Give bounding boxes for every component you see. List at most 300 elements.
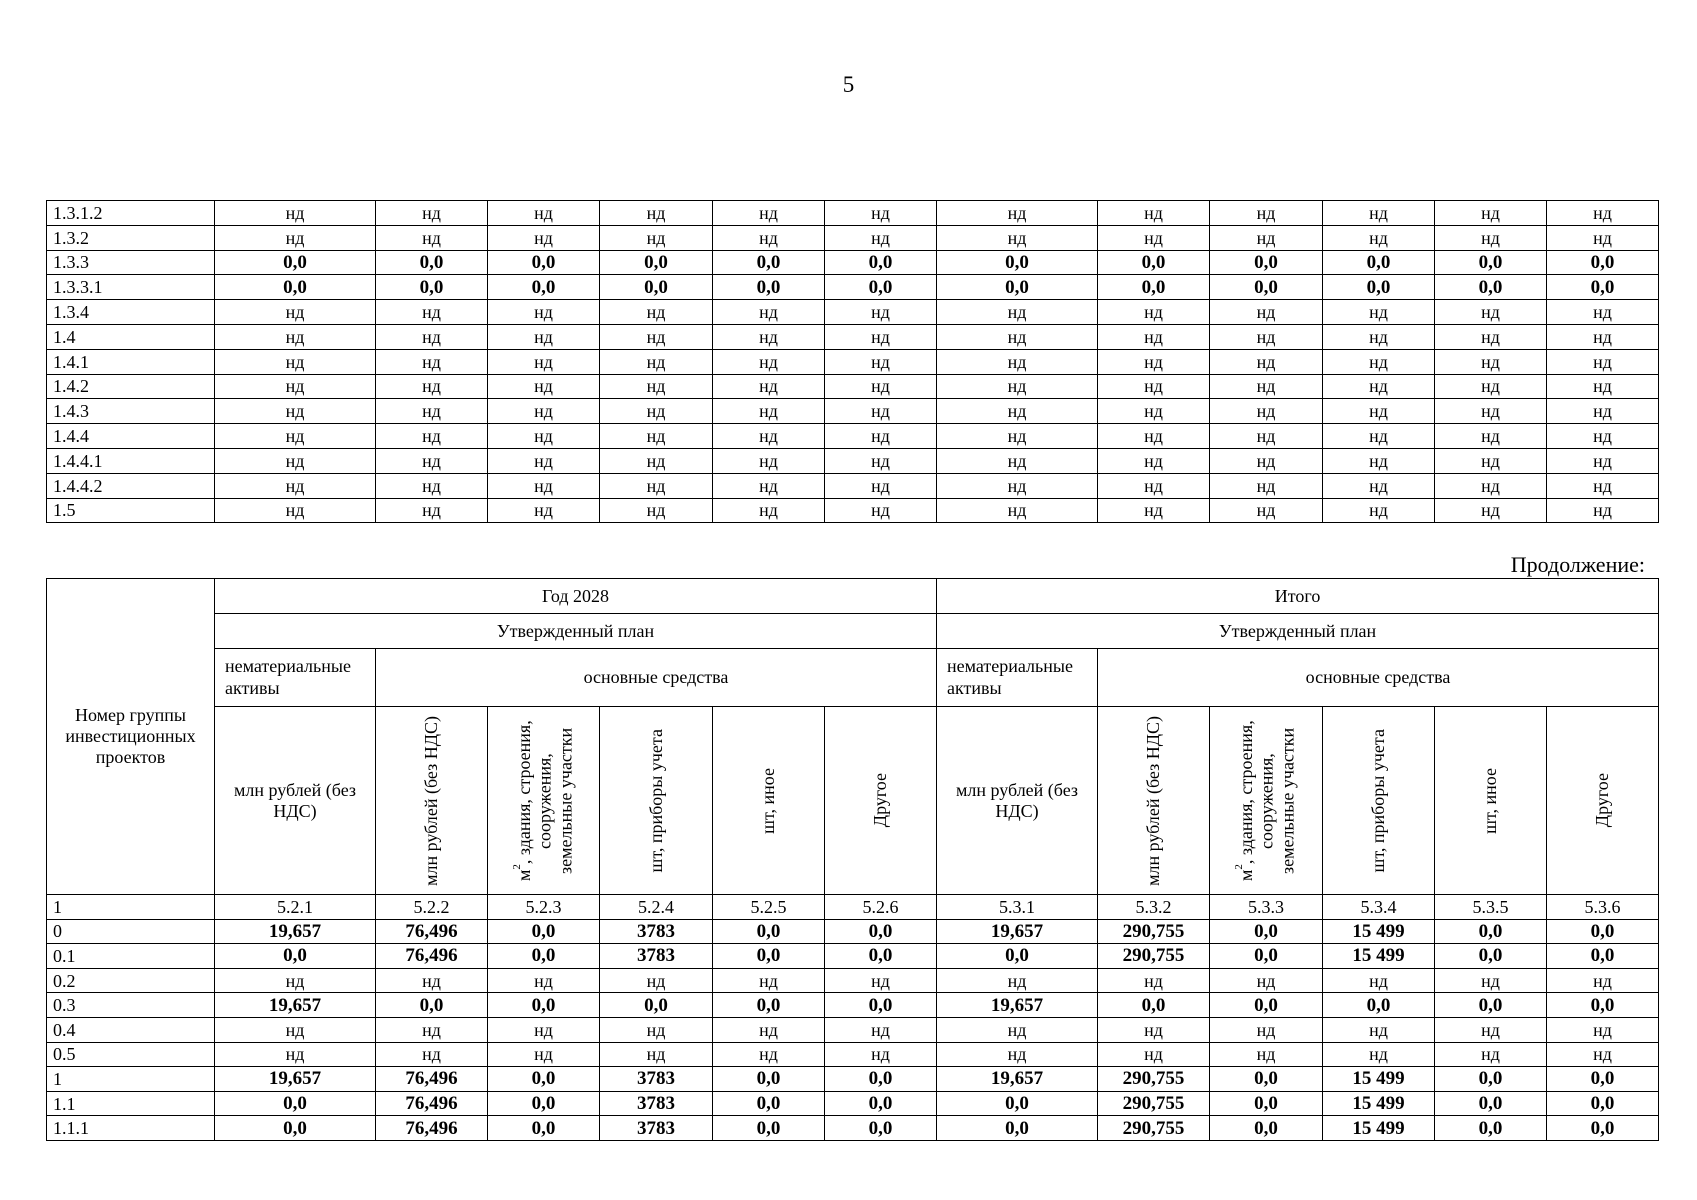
header-intangible-right: нематериальные активы: [937, 649, 1098, 707]
table-cell: нд: [1210, 968, 1323, 993]
table-cell: нд: [937, 399, 1098, 424]
table-cell: 0,0: [1435, 993, 1547, 1018]
table-cell: нд: [215, 1042, 376, 1067]
table-cell: нд: [1323, 324, 1435, 349]
table-cell: нд: [713, 399, 825, 424]
table-cell: нд: [1323, 968, 1435, 993]
table-cell: нд: [825, 1017, 937, 1042]
table-cell: нд: [1210, 324, 1323, 349]
table-cell: нд: [488, 473, 600, 498]
table-cell: 0,0: [1098, 275, 1210, 300]
table-cell: нд: [376, 424, 488, 449]
table-cell: нд: [825, 968, 937, 993]
table-cell: нд: [600, 300, 713, 325]
table-cell: нд: [215, 448, 376, 473]
table-cell: нд: [600, 448, 713, 473]
table-cell: нд: [937, 374, 1098, 399]
table-cell: нд: [600, 1042, 713, 1067]
table-cell: 0,0: [1210, 275, 1323, 300]
table-cell: нд: [1435, 225, 1547, 250]
row-id-cell: 1.4.4.2: [47, 473, 215, 498]
row-id-cell: 1.5: [47, 498, 215, 523]
table-cell: 0,0: [713, 1091, 825, 1116]
table-cell: нд: [600, 424, 713, 449]
table-cell: нд: [1323, 1042, 1435, 1067]
table-cell: нд: [825, 201, 937, 226]
table-cell: нд: [1210, 1042, 1323, 1067]
table-cell: 15 499: [1323, 1091, 1435, 1116]
table-cell: 0,0: [825, 1091, 937, 1116]
table-cell: нд: [1210, 349, 1323, 374]
header-row-year: [47, 579, 1659, 614]
table-cell: нд: [1547, 424, 1659, 449]
table-cell: 15 499: [1323, 1116, 1435, 1141]
table-cell: нд: [1323, 300, 1435, 325]
table-cell: нд: [713, 324, 825, 349]
table-cell: 0,0: [215, 1091, 376, 1116]
table-cell: 0,0: [937, 1116, 1098, 1141]
table-cell: 0,0: [825, 1067, 937, 1092]
table-cell: нд: [713, 968, 825, 993]
table-cell: нд: [713, 424, 825, 449]
page-number: 5: [842, 72, 855, 97]
table-cell: 0,0: [1547, 250, 1659, 275]
table-row: [47, 1017, 1659, 1042]
header-total: Итого: [937, 579, 1659, 614]
table-cell: нд: [1435, 349, 1547, 374]
table-cell: 290,755: [1098, 1116, 1210, 1141]
table-cell: нд: [825, 374, 937, 399]
table-cell: нд: [1098, 968, 1210, 993]
table-cell: нд: [1098, 448, 1210, 473]
table-cell: нд: [376, 1017, 488, 1042]
table-cell: нд: [1098, 424, 1210, 449]
table-cell: нд: [488, 1017, 600, 1042]
table-cell: 0,0: [215, 275, 376, 300]
table-cell: 0,0: [713, 1067, 825, 1092]
table-cell: нд: [1435, 1017, 1547, 1042]
table-cell: нд: [600, 968, 713, 993]
table-cell: нд: [825, 498, 937, 523]
table-cell: нд: [376, 349, 488, 374]
table-cell: 19,657: [937, 919, 1098, 944]
table-row: [47, 993, 1659, 1018]
column-code-cell: 5.3.3: [1210, 895, 1323, 920]
table-cell: нд: [713, 1042, 825, 1067]
table-cell: нд: [488, 225, 600, 250]
table-cell: 0,0: [1547, 944, 1659, 969]
table-cell: нд: [488, 498, 600, 523]
table-cell: нд: [1323, 473, 1435, 498]
table-cell: нд: [215, 349, 376, 374]
table-row: [47, 944, 1659, 969]
table-cell: нд: [1547, 448, 1659, 473]
table-row: [47, 201, 1659, 226]
table-cell: нд: [1547, 1042, 1659, 1067]
table-cell: 0,0: [1323, 993, 1435, 1018]
table-cell: 0,0: [488, 1091, 600, 1116]
table-cell: нд: [215, 498, 376, 523]
table-cell: нд: [1210, 201, 1323, 226]
table-cell: нд: [713, 374, 825, 399]
table-cell: 0,0: [713, 275, 825, 300]
table-cell: нд: [215, 374, 376, 399]
table-cell: нд: [1547, 201, 1659, 226]
table-cell: 0,0: [713, 944, 825, 969]
table-cell: нд: [215, 968, 376, 993]
table-cell: нд: [215, 424, 376, 449]
bottom-table-body: [47, 919, 1659, 1140]
table-cell: нд: [1098, 1042, 1210, 1067]
table-cell: нд: [1210, 399, 1323, 424]
table-cell: нд: [376, 225, 488, 250]
table-cell: 0,0: [1435, 944, 1547, 969]
row-id-cell: 1.3.1.2: [47, 201, 215, 226]
table-cell: нд: [1435, 399, 1547, 424]
table-cell: нд: [1210, 448, 1323, 473]
table-cell: 0,0: [825, 275, 937, 300]
table-cell: нд: [600, 374, 713, 399]
table-cell: 290,755: [1098, 1091, 1210, 1116]
header-group-number: Номер группы инвестиционных проектов: [47, 579, 215, 895]
table-cell: нд: [600, 399, 713, 424]
table-cell: нд: [376, 968, 488, 993]
table-cell: нд: [488, 399, 600, 424]
table-cell: нд: [1435, 968, 1547, 993]
table-cell: 0,0: [937, 250, 1098, 275]
table-cell: нд: [1098, 1017, 1210, 1042]
table-cell: нд: [825, 324, 937, 349]
table-cell: 0,0: [1323, 250, 1435, 275]
table-cell: нд: [937, 225, 1098, 250]
table-cell: нд: [600, 324, 713, 349]
table-cell: 0,0: [488, 1116, 600, 1141]
table-cell: 0,0: [1547, 275, 1659, 300]
table-cell: нд: [488, 349, 600, 374]
row-id-cell: 1.4.2: [47, 374, 215, 399]
table-cell: 15 499: [1323, 1067, 1435, 1092]
unit-meters-right: шт, приборы учета: [1323, 707, 1435, 895]
table-cell: 0,0: [825, 944, 937, 969]
table-cell: нд: [713, 448, 825, 473]
table-cell: нд: [1435, 448, 1547, 473]
header-fixed-right: основные средства: [1098, 649, 1659, 707]
row-id-cell: 1.3.3.1: [47, 275, 215, 300]
table-row: [47, 473, 1659, 498]
table-cell: нд: [376, 498, 488, 523]
table-cell: 3783: [600, 919, 713, 944]
table-cell: нд: [1547, 399, 1659, 424]
table-cell: 0,0: [600, 993, 713, 1018]
column-code-cell: 5.3.5: [1435, 895, 1547, 920]
unit-other-pcs-left: шт, иное: [713, 707, 825, 895]
row-id-cell: 1.4.4: [47, 424, 215, 449]
row-id-cell: 1.4.4.1: [47, 448, 215, 473]
table-cell: нд: [1098, 300, 1210, 325]
table-cell: 76,496: [376, 919, 488, 944]
table-cell: нд: [937, 349, 1098, 374]
table-cell: 0,0: [1435, 1091, 1547, 1116]
row-id-cell: 1.4.3: [47, 399, 215, 424]
table-cell: нд: [937, 1042, 1098, 1067]
table-cell: нд: [1547, 300, 1659, 325]
table-cell: нд: [713, 300, 825, 325]
table-cell: нд: [1098, 498, 1210, 523]
table-row: [47, 250, 1659, 275]
table-cell: 19,657: [215, 993, 376, 1018]
table-cell: нд: [488, 448, 600, 473]
row-id-cell: 0.1: [47, 944, 215, 969]
table-cell: нд: [1323, 448, 1435, 473]
column-code-cell: 5.3.1: [937, 895, 1098, 920]
table-cell: 76,496: [376, 1067, 488, 1092]
table-cell: нд: [1098, 374, 1210, 399]
table-cell: нд: [488, 324, 600, 349]
header-plan-left: Утвержденный план: [215, 614, 937, 649]
table-cell: 0,0: [1547, 1067, 1659, 1092]
table-cell: нд: [1435, 201, 1547, 226]
column-code-cell: 5.2.5: [713, 895, 825, 920]
table-cell: 0,0: [1210, 250, 1323, 275]
table-cell: нд: [1098, 225, 1210, 250]
table-cell: нд: [825, 1042, 937, 1067]
table-cell: нд: [1435, 300, 1547, 325]
table-cell: нд: [937, 201, 1098, 226]
table-cell: нд: [937, 424, 1098, 449]
table-cell: 19,657: [937, 993, 1098, 1018]
table-cell: нд: [713, 349, 825, 374]
table-cell: нд: [215, 324, 376, 349]
table-cell: 3783: [600, 1116, 713, 1141]
table-cell: нд: [1323, 225, 1435, 250]
table-cell: нд: [1547, 324, 1659, 349]
table-cell: 0,0: [1323, 275, 1435, 300]
header-intangible-left: нематериальные активы: [215, 649, 376, 707]
column-code-cell: 5.3.4: [1323, 895, 1435, 920]
top-table-body: [47, 201, 1659, 523]
table-cell: нд: [1323, 424, 1435, 449]
table-cell: нд: [376, 374, 488, 399]
table-cell: 0,0: [713, 919, 825, 944]
unit-m2-right: $м^2$, здания, строения, сооружения, земельные участки: [1210, 707, 1323, 895]
table-cell: 0,0: [215, 944, 376, 969]
table-cell: нд: [1323, 399, 1435, 424]
table-cell: 0,0: [1210, 1116, 1323, 1141]
table-cell: нд: [713, 1017, 825, 1042]
table-cell: нд: [1547, 968, 1659, 993]
table-cell: нд: [1323, 201, 1435, 226]
column-code-cell: 5.3.2: [1098, 895, 1210, 920]
table-cell: 0,0: [713, 993, 825, 1018]
row-id-cell: 1.1.1: [47, 1116, 215, 1141]
table-cell: нд: [1210, 1017, 1323, 1042]
row-id-cell: 1.4: [47, 324, 215, 349]
table-cell: 0,0: [713, 250, 825, 275]
table-cell: нд: [376, 473, 488, 498]
table-cell: 0,0: [488, 275, 600, 300]
row-id-cell: 1.3.3: [47, 250, 215, 275]
table-cell: 0,0: [1210, 919, 1323, 944]
row-id-cell: 1: [47, 1067, 215, 1092]
table-cell: нд: [215, 399, 376, 424]
table-cell: нд: [825, 473, 937, 498]
table-cell: нд: [1547, 225, 1659, 250]
table-cell: 0,0: [488, 993, 600, 1018]
table-cell: 0,0: [376, 250, 488, 275]
table-cell: 0,0: [1547, 919, 1659, 944]
table-cell: нд: [1098, 473, 1210, 498]
table-cell: нд: [1323, 498, 1435, 523]
table-cell: нд: [1435, 424, 1547, 449]
table-cell: 0,0: [1547, 1116, 1659, 1141]
table-cell: нд: [825, 448, 937, 473]
table-cell: 0,0: [1210, 1091, 1323, 1116]
table-cell: нд: [825, 399, 937, 424]
table-cell: 290,755: [1098, 1067, 1210, 1092]
table-cell: 0,0: [1098, 993, 1210, 1018]
table-row: [47, 324, 1659, 349]
row-id-cell: 1.3.4: [47, 300, 215, 325]
table-cell: нд: [488, 968, 600, 993]
table-row: [47, 498, 1659, 523]
table-cell: 0,0: [488, 250, 600, 275]
table-cell: нд: [1210, 225, 1323, 250]
table-cell: нд: [215, 300, 376, 325]
table-cell: нд: [215, 225, 376, 250]
column-code-cell: 1: [47, 895, 215, 920]
table-row: [47, 275, 1659, 300]
table-cell: 0,0: [215, 250, 376, 275]
table-cell: нд: [600, 225, 713, 250]
table-cell: нд: [1435, 374, 1547, 399]
table-cell: 19,657: [937, 1067, 1098, 1092]
table-cell: 0,0: [376, 275, 488, 300]
table-cell: нд: [600, 473, 713, 498]
table-cell: 0,0: [937, 1091, 1098, 1116]
row-id-cell: 0: [47, 919, 215, 944]
table-row: [47, 448, 1659, 473]
table-cell: нд: [1435, 324, 1547, 349]
table-cell: 19,657: [215, 919, 376, 944]
table-cell: нд: [1547, 498, 1659, 523]
table-cell: 0,0: [215, 1116, 376, 1141]
table-cell: нд: [1547, 1017, 1659, 1042]
table-cell: 0,0: [1547, 993, 1659, 1018]
table-cell: нд: [488, 374, 600, 399]
table-cell: 0,0: [1435, 919, 1547, 944]
table-cell: нд: [1210, 473, 1323, 498]
unit-other-pcs-right: шт, иное: [1435, 707, 1547, 895]
table-cell: нд: [376, 448, 488, 473]
table-cell: нд: [937, 473, 1098, 498]
table-cell: нд: [1210, 424, 1323, 449]
table-cell: 0,0: [937, 275, 1098, 300]
unit-meters-left: шт, приборы учета: [600, 707, 713, 895]
row-id-cell: 1.3.2: [47, 225, 215, 250]
row-id-cell: 0.3: [47, 993, 215, 1018]
table-cell: 0,0: [1547, 1091, 1659, 1116]
table-cell: 0,0: [1435, 250, 1547, 275]
table-cell: нд: [937, 448, 1098, 473]
row-id-cell: 0.2: [47, 968, 215, 993]
table-cell: нд: [1435, 473, 1547, 498]
table-cell: нд: [376, 399, 488, 424]
table-cell: 0,0: [1435, 275, 1547, 300]
table-cell: нд: [376, 324, 488, 349]
table-cell: нд: [713, 225, 825, 250]
column-code-cell: 5.2.3: [488, 895, 600, 920]
unit-mln-intangible-left: млн рублей (без НДС): [215, 707, 376, 895]
table-cell: нд: [937, 968, 1098, 993]
table-cell: нд: [1323, 1017, 1435, 1042]
table-row: [47, 968, 1659, 993]
table-cell: нд: [488, 424, 600, 449]
table-cell: нд: [215, 473, 376, 498]
table-cell: 0,0: [1435, 1067, 1547, 1092]
table-cell: 0,0: [1210, 993, 1323, 1018]
table-cell: нд: [1210, 498, 1323, 523]
column-code-cell: 5.2.1: [215, 895, 376, 920]
data-table-top: [46, 200, 1659, 523]
table-cell: 0,0: [937, 944, 1098, 969]
table-cell: нд: [1547, 349, 1659, 374]
table-cell: 76,496: [376, 1091, 488, 1116]
table-cell: нд: [215, 201, 376, 226]
table-cell: нд: [1098, 349, 1210, 374]
table-cell: 0,0: [1210, 1067, 1323, 1092]
table-row: [47, 424, 1659, 449]
table-row: [47, 1042, 1659, 1067]
table-cell: 76,496: [376, 1116, 488, 1141]
table-cell: 0,0: [825, 250, 937, 275]
unit-m2-left: $м^2$, здания, строения, сооружения, земельные участки: [488, 707, 600, 895]
table-cell: 0,0: [488, 919, 600, 944]
table-cell: нд: [937, 1017, 1098, 1042]
table-cell: нд: [825, 349, 937, 374]
table-cell: 0,0: [376, 993, 488, 1018]
table-cell: нд: [937, 498, 1098, 523]
continuation-label: Продолжение:: [1510, 552, 1645, 577]
table-cell: нд: [937, 300, 1098, 325]
table-cell: 0,0: [825, 919, 937, 944]
table-row: [47, 1116, 1659, 1141]
table-row: [47, 919, 1659, 944]
table-cell: нд: [600, 349, 713, 374]
table-row: [47, 349, 1659, 374]
header-row-asset-types: [47, 649, 1659, 707]
table-cell: нд: [376, 1042, 488, 1067]
header-fixed-left: основные средства: [376, 649, 937, 707]
header-row-plan: [47, 614, 1659, 649]
table-cell: 0,0: [1435, 1116, 1547, 1141]
table-cell: 0,0: [713, 1116, 825, 1141]
table-cell: нд: [937, 324, 1098, 349]
table-cell: нд: [600, 1017, 713, 1042]
header-plan-right: Утвержденный план: [937, 614, 1659, 649]
table-cell: нд: [825, 424, 937, 449]
table-cell: 15 499: [1323, 944, 1435, 969]
row-id-cell: 0.5: [47, 1042, 215, 1067]
table-cell: 0,0: [488, 944, 600, 969]
unit-other-left: Другое: [825, 707, 937, 895]
table-row: [47, 1091, 1659, 1116]
table-cell: нд: [1098, 324, 1210, 349]
table-row: [47, 300, 1659, 325]
table-cell: 19,657: [215, 1067, 376, 1092]
table-cell: нд: [1210, 374, 1323, 399]
table-cell: 0,0: [600, 250, 713, 275]
table-cell: 0,0: [825, 1116, 937, 1141]
